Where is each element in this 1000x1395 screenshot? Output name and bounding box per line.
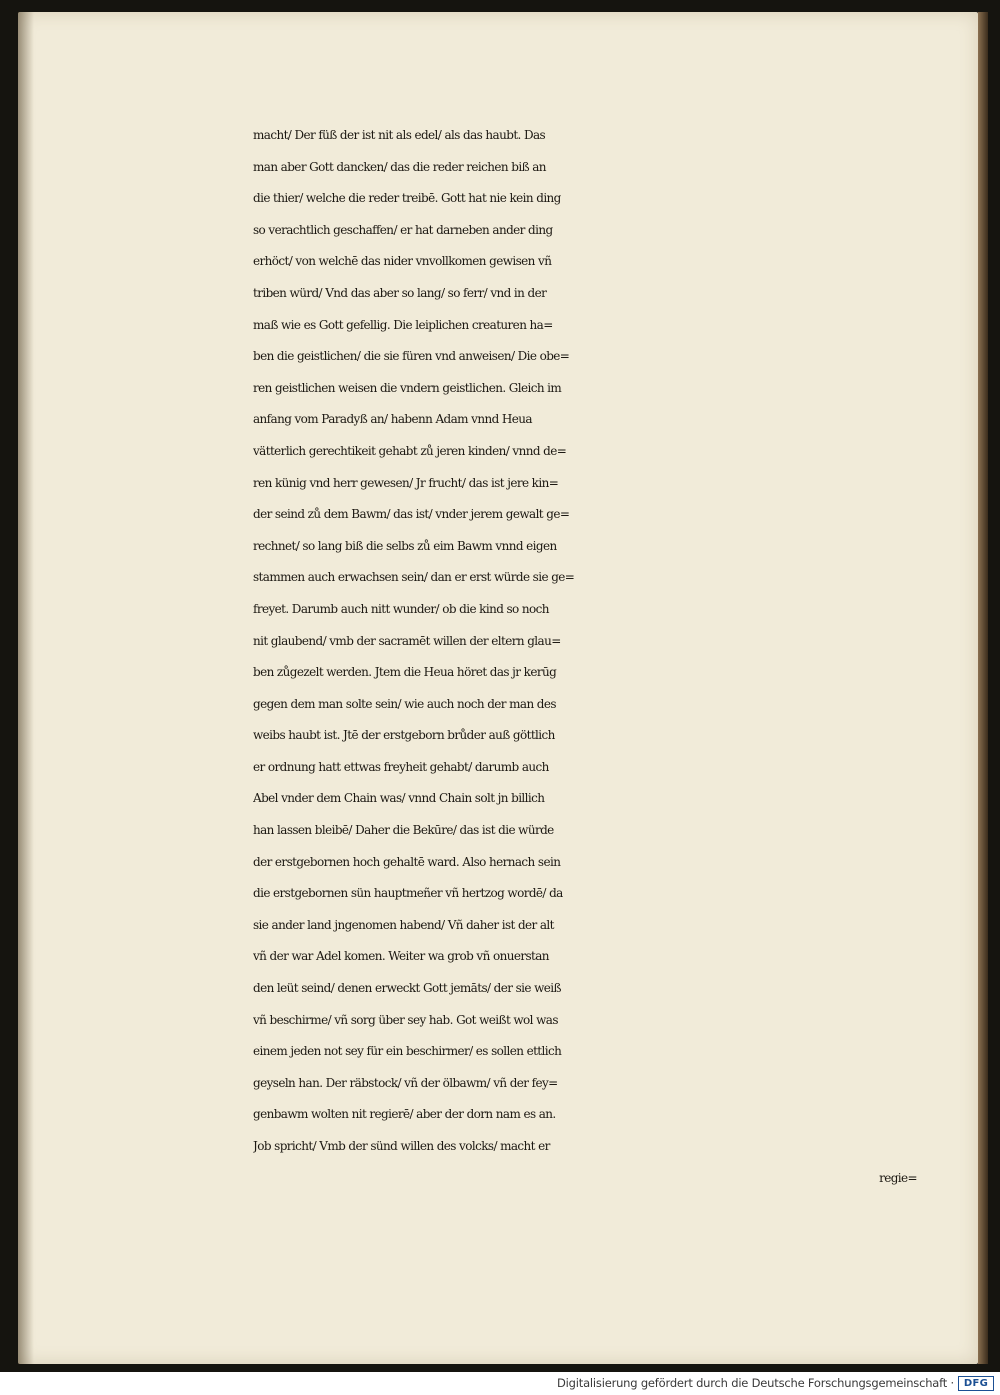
text-line: ben die geistlichen/ die sie füren vnd anweisen/ Die obe= [253,349,570,364]
text-line: Job spricht/ Vmb der sünd willen des volcks/ macht er [253,1139,550,1153]
text-line: Abel vnder dem Chain was/ vnnd Chain solt jn billich [253,791,545,806]
text-line: sie ander land jngenomen habend/ Vñ daher ist der alt [253,917,554,932]
text-line: weibs haubt ist. Jtē der erstgeborn brůder auß göttlich [253,728,555,743]
text-line: triben würd/ Vnd das aber so lang/ so ferr/ vnd in der [253,285,547,300]
text-line: der seind zů dem Bawm/ das ist/ vnder jerem gewalt ge= [253,507,570,522]
catchword: regie= [879,1170,917,1185]
text-line: nit glaubend/ vmb der sacramēt willen der eltern glau= [253,633,561,648]
page-edge [978,12,988,1364]
text-line: maß wie es Gott gefellig. Die leiplichen creaturen ha= [253,317,553,332]
text-line: die thier/ welche die reder treibē. Gott hat nie kein ding [253,191,561,206]
text-line: erhöct/ von welchē das nider vnvollkomen gewisen vñ [253,254,552,269]
text-line: einem jeden not sey für ein beschirmer/ es sollen ettlich [253,1044,562,1059]
text-line: han lassen bleibē/ Daher die Bekūre/ das ist die würde [253,823,554,838]
text-line: rechnet/ so lang biß die selbs zů eim Bawm vnnd eigen [253,538,557,553]
text-line: stammen auch erwachsen sein/ dan er erst würde sie ge= [253,570,575,585]
funding-credit: Digitalisierung gefördert durch die Deutsche Forschungsgemeinschaft · [557,1376,954,1390]
text-line: macht/ Der füß der ist nit als edel/ als das haubt. Das [253,128,546,142]
text-line: man aber Gott dancken/ das die reder reichen biß an [253,159,546,174]
text-line: ren geistlichen weisen die vndern geistlichen. Gleich im [253,380,562,395]
text-line: vätterlich gerechtikeit gehabt zů jeren kinden/ vnnd de= [253,443,567,458]
text-line: ben zůgezelt werden. Jtem die Heua höret das jr kerūg [253,665,557,680]
text-line: geyseln han. Der räbstock/ vñ der ölbawm/ vñ der fey= [253,1075,558,1090]
gutter-shadow [18,12,34,1364]
dfg-logo-icon: DFG [958,1376,994,1391]
text-line: er ordnung hatt ettwas freyheit gehabt/ darumb auch [253,759,549,774]
text-line: anfang vom Paradyß an/ habenn Adam vnnd Heua [253,412,532,427]
text-line: vñ beschirme/ vñ sorg über sey hab. Got weißt wol was [253,1012,558,1027]
text-line: ren künig vnd herr gewesen/ Jr frucht/ das ist jere kin= [253,475,559,490]
text-line: die erstgebornen sün hauptmeñer vñ hertzog wordē/ da [253,886,563,901]
footer-bar [0,1372,1000,1395]
text-line: der erstgebornen hoch gehaltē ward. Also hernach sein [253,854,561,869]
text-line: den leüt seind/ denen erweckt Gott jemāts/ der sie weiß [253,981,561,996]
text-line: freyet. Darumb auch nitt wunder/ ob die kind so noch [253,601,549,616]
text-line: vñ der war Adel komen. Weiter wa grob vñ onuerstan [253,949,549,964]
text-line: gegen dem man solte sein/ wie auch noch der man des [253,696,556,711]
text-line: genbawm wolten nit regierē/ aber der dorn nam es an. [253,1107,556,1122]
text-line: so verachtlich geschaffen/ er hat darneben ander ding [253,222,553,237]
text-block [253,120,925,1185]
